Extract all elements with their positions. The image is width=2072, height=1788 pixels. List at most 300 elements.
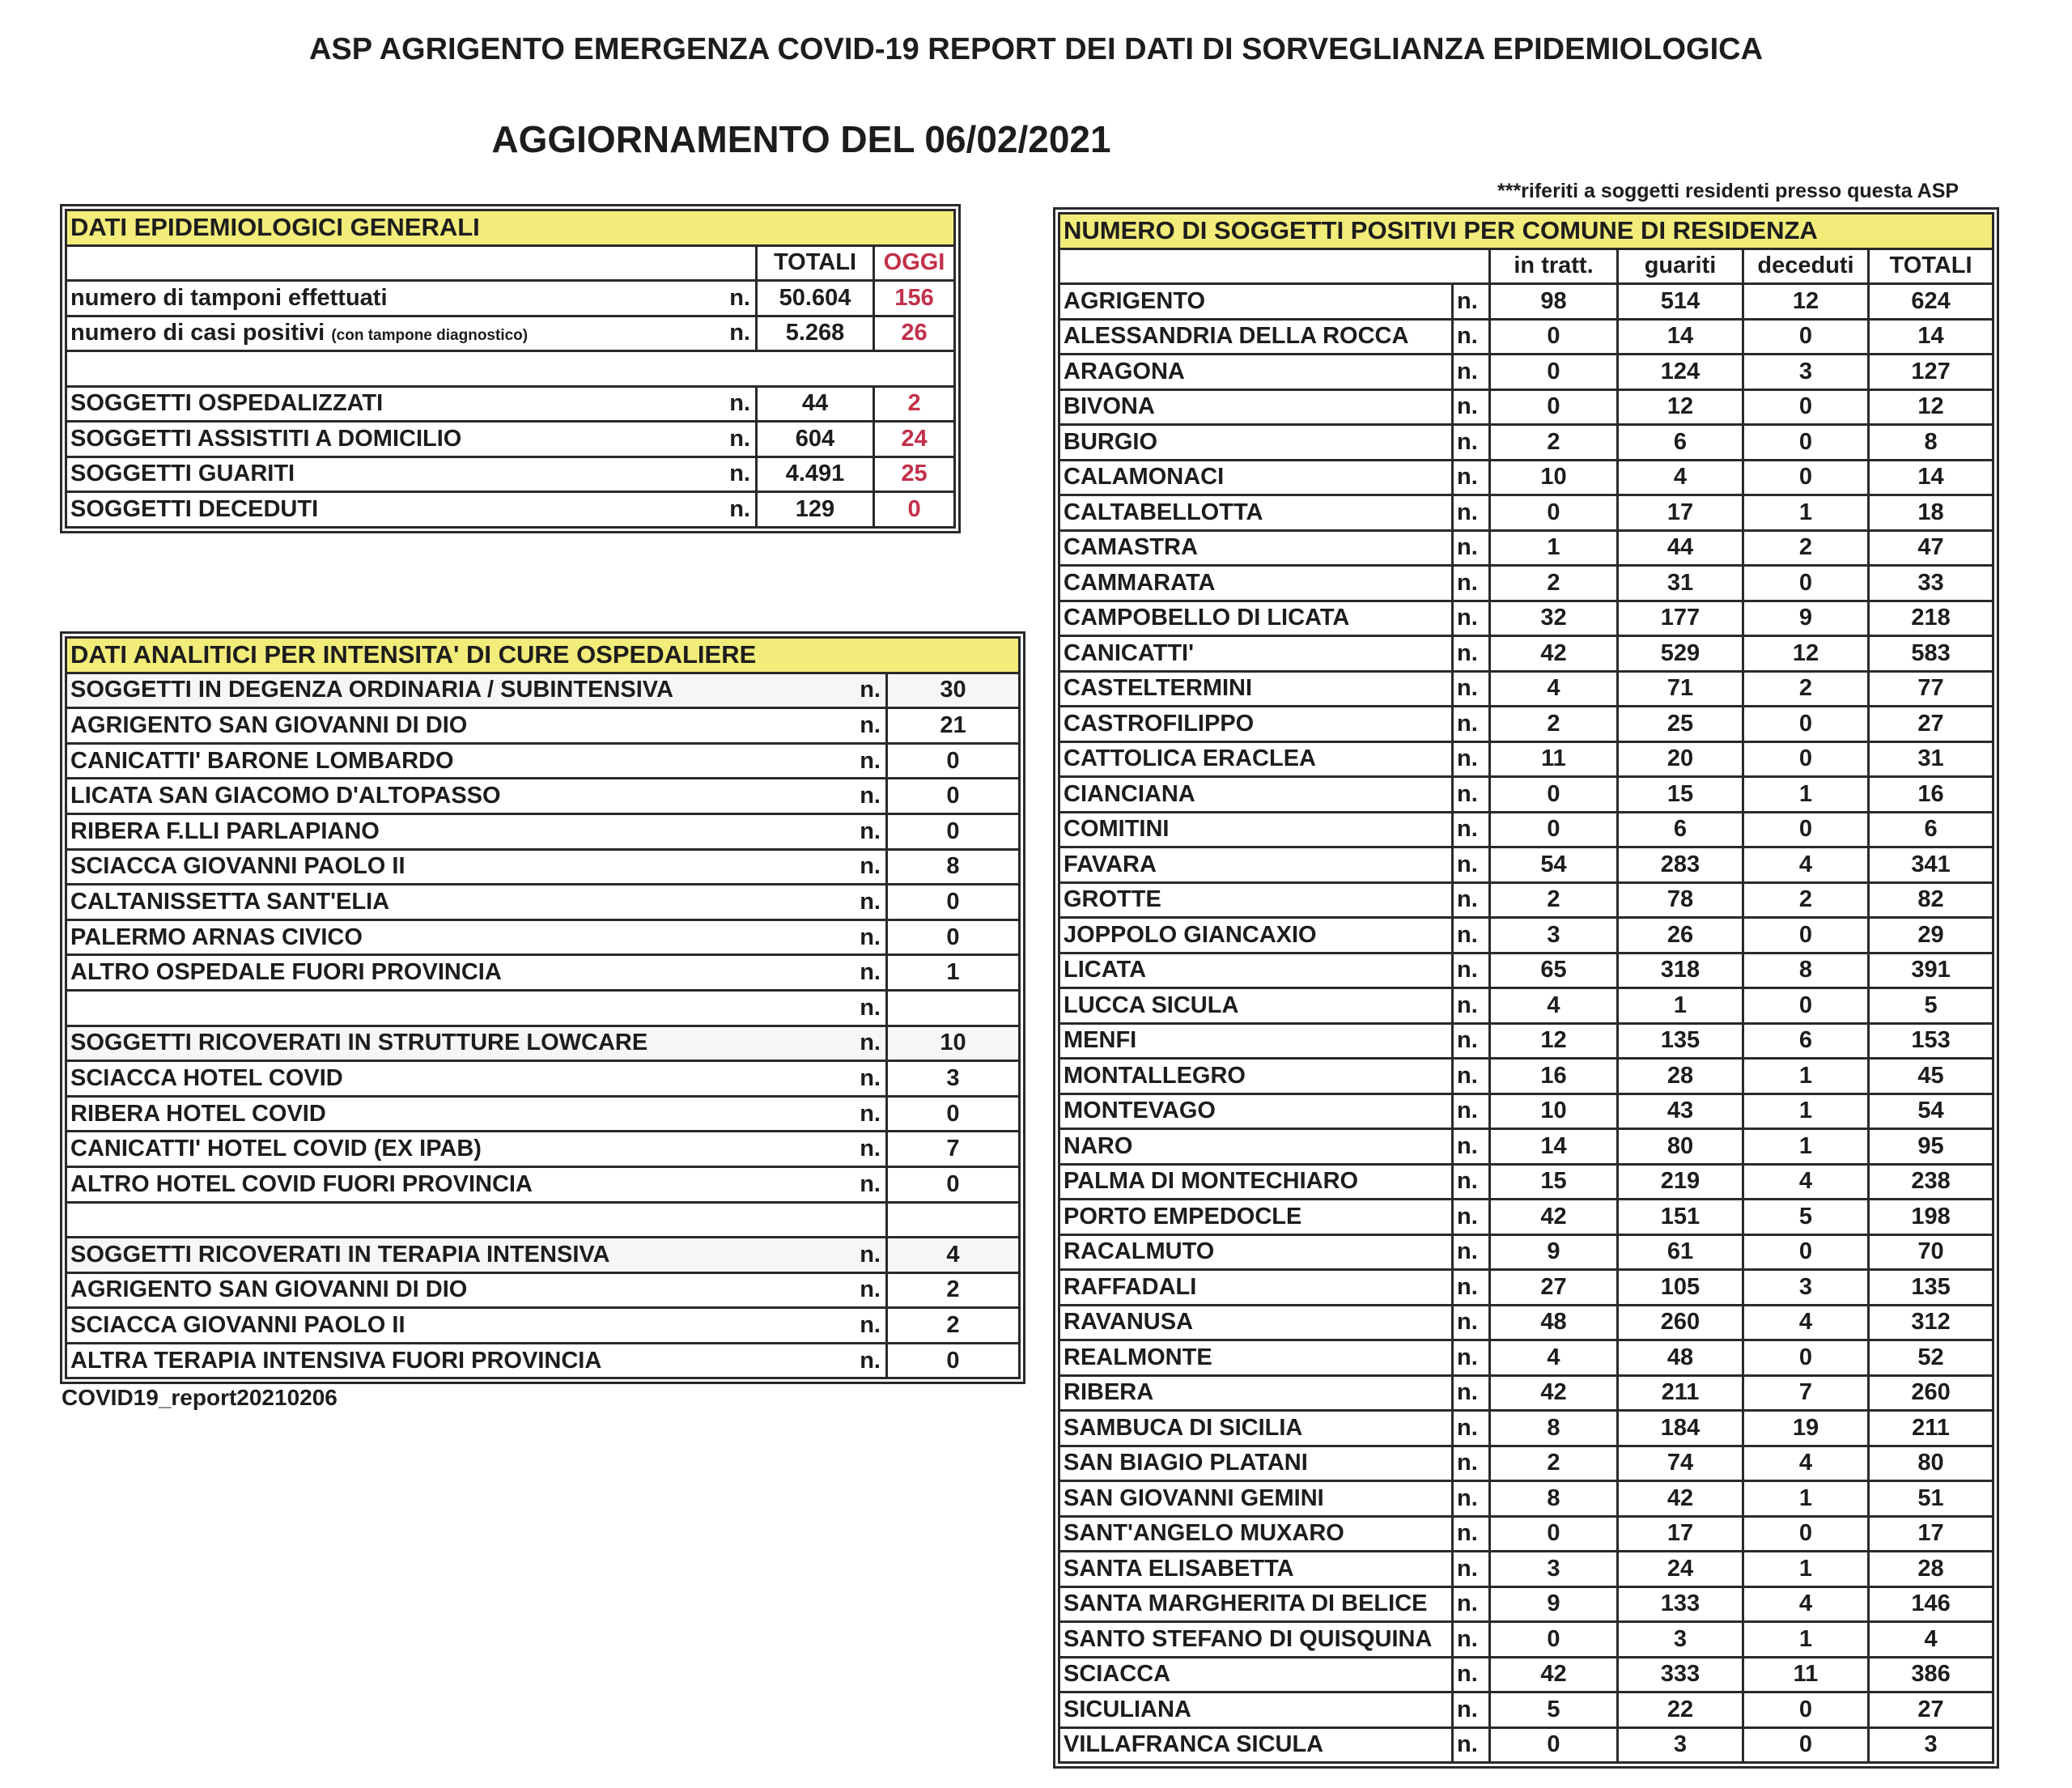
unit-label: n.: [1453, 882, 1490, 918]
table-row: [1059, 1727, 1993, 1763]
municipality-table-title: NUMERO DI SOGGETTI POSITIVI PER COMUNE DI RESIDENZA: [1059, 214, 1993, 249]
unit-label: n.: [1453, 530, 1490, 566]
table-row: [1059, 1552, 1993, 1587]
table-row: [1059, 847, 1993, 883]
unit-label: n.: [1453, 1657, 1490, 1692]
table-row: [1059, 882, 1993, 918]
value-deceduti: 7: [1743, 1375, 1869, 1411]
table-row: [1059, 355, 1993, 390]
value-in-tratt: 4: [1490, 988, 1618, 1024]
value-totali: 44: [757, 386, 874, 422]
value-deceduti: 3: [1743, 355, 1869, 390]
municipality-name: CATTOLICA ERACLEA: [1059, 741, 1453, 777]
municipality-name: CIANCIANA: [1059, 777, 1453, 813]
table-row: [66, 708, 1020, 744]
table-row: [1059, 1023, 1993, 1059]
value-guariti: 31: [1618, 566, 1743, 601]
unit-label: n.: [817, 1132, 887, 1167]
unit-label: n.: [1453, 1411, 1490, 1446]
value-deceduti: 1: [1743, 777, 1869, 813]
value-guariti: 15: [1618, 777, 1743, 813]
value-in-tratt: 12: [1490, 1023, 1618, 1059]
table-row: [66, 743, 1020, 779]
municipality-name: LICATA: [1059, 953, 1453, 988]
value-deceduti: 12: [1743, 636, 1869, 672]
unit-label: n.: [1453, 284, 1490, 320]
row-label: [66, 457, 695, 492]
unit-label: n.: [817, 885, 887, 920]
row-value: 0: [887, 1096, 1020, 1132]
value-totali: 50.604: [757, 281, 874, 316]
row-value: [887, 990, 1020, 1026]
value-guariti: 17: [1618, 495, 1743, 531]
unit-label: n.: [1453, 1727, 1490, 1763]
value-in-tratt: 5: [1490, 1692, 1618, 1728]
table-row: [1059, 1340, 1993, 1376]
unit-label: n.: [817, 1061, 887, 1097]
value-guariti: 24: [1618, 1552, 1743, 1587]
unit-label: n.: [1453, 1059, 1490, 1094]
unit-label: n.: [1453, 495, 1490, 531]
value-deceduti: 11: [1743, 1657, 1869, 1692]
value-deceduti: 0: [1743, 460, 1869, 495]
municipality-name: JOPPOLO GIANCAXIO: [1059, 918, 1453, 953]
municipality-name: GROTTE: [1059, 882, 1453, 918]
unit-label: n.: [1453, 1129, 1490, 1165]
value-totali: 583: [1869, 636, 1993, 672]
unit-label: n.: [817, 779, 887, 814]
value-totali: 312: [1869, 1305, 1993, 1340]
unit-label: n.: [695, 316, 757, 351]
value-totali: 5: [1869, 988, 1993, 1024]
municipality-name: ALESSANDRIA DELLA ROCCA: [1059, 319, 1453, 355]
row-label: [66, 316, 695, 351]
value-totali: 624: [1869, 284, 1993, 320]
col-header-totali: TOTALI: [757, 245, 874, 281]
row-value: 7: [887, 1132, 1020, 1167]
value-guariti: 333: [1618, 1657, 1743, 1692]
row-label: SCIACCA GIOVANNI PAOLO II: [66, 849, 817, 885]
value-guariti: 14: [1618, 319, 1743, 355]
value-guariti: 6: [1618, 812, 1743, 847]
value-deceduti: 9: [1743, 601, 1869, 636]
value-guariti: 71: [1618, 671, 1743, 707]
value-in-tratt: 0: [1490, 319, 1618, 355]
analytic-table-title: DATI ANALITICI PER INTENSITA' DI CURE OSPEDALIERE: [66, 638, 1020, 673]
unit-label: n.: [817, 1026, 887, 1061]
table-row: [1059, 319, 1993, 355]
table-row: [66, 849, 1020, 885]
value-guariti: 17: [1618, 1516, 1743, 1552]
row-value: 21: [887, 708, 1020, 744]
row-label: RIBERA F.LLI PARLAPIANO: [66, 813, 817, 849]
municipality-name: PORTO EMPEDOCLE: [1059, 1200, 1453, 1235]
municipality-name: REALMONTE: [1059, 1340, 1453, 1376]
report-date-title: AGGIORNAMENTO DEL 06/02/2021: [491, 118, 1111, 160]
value-guariti: 151: [1618, 1200, 1743, 1235]
value-totali: 4: [1869, 1622, 1993, 1658]
municipality-header-blank: [1059, 248, 1490, 284]
row-label: LICATA SAN GIACOMO D'ALTOPASSO: [66, 779, 817, 814]
value-guariti: 20: [1618, 741, 1743, 777]
row-value: 0: [887, 779, 1020, 814]
row-value: 0: [887, 743, 1020, 779]
row-label-text: SOGGETTI OSPEDALIZZATI: [70, 390, 384, 417]
value-in-tratt: 98: [1490, 284, 1618, 320]
municipality-name: CANICATTI': [1059, 636, 1453, 672]
row-value: 2: [887, 1272, 1020, 1308]
value-in-tratt: 0: [1490, 389, 1618, 425]
report-title: ASP AGRIGENTO EMERGENZA COVID-19 REPORT DEI DATI DI SORVEGLIANZA EPIDEMIOLOGICA: [308, 32, 1764, 66]
value-in-tratt: 11: [1490, 741, 1618, 777]
value-totali: 341: [1869, 847, 1993, 883]
value-totali: 386: [1869, 1657, 1993, 1692]
col-header-in-tratt: in tratt.: [1490, 248, 1618, 284]
value-in-tratt: 42: [1490, 1657, 1618, 1692]
table-row: [1059, 953, 1993, 988]
municipality-name: SCIACCA: [1059, 1657, 1453, 1692]
value-deceduti: 2: [1743, 530, 1869, 566]
table-row: [1059, 425, 1993, 461]
table-row: [1059, 988, 1993, 1024]
municipality-name: CALAMONACI: [1059, 460, 1453, 495]
value-deceduti: 8: [1743, 953, 1869, 988]
value-totali: 5.268: [757, 316, 874, 351]
value-guariti: 3: [1618, 1727, 1743, 1763]
value-in-tratt: 27: [1490, 1270, 1618, 1306]
value-in-tratt: 0: [1490, 812, 1618, 847]
value-guariti: 124: [1618, 355, 1743, 390]
municipality-name: SICULIANA: [1059, 1692, 1453, 1728]
value-deceduti: 4: [1743, 1586, 1869, 1622]
value-deceduti: 0: [1743, 812, 1869, 847]
table-row: [1059, 566, 1993, 601]
value-in-tratt: 0: [1490, 355, 1618, 390]
table-row: [1059, 1516, 1993, 1552]
row-label: ALTRO HOTEL COVID FUORI PROVINCIA: [66, 1166, 817, 1202]
municipality-name: CALTABELLOTTA: [1059, 495, 1453, 531]
value-guariti: 514: [1618, 284, 1743, 320]
value-totali: 14: [1869, 319, 1993, 355]
unit-label: n.: [817, 849, 887, 885]
unit-label: n.: [695, 492, 757, 528]
value-guariti: 78: [1618, 882, 1743, 918]
value-guariti: 135: [1618, 1023, 1743, 1059]
row-label-text: numero di tamponi effettuati: [70, 284, 388, 311]
value-guariti: 22: [1618, 1692, 1743, 1728]
row-label: AGRIGENTO SAN GIOVANNI DI DIO: [66, 708, 817, 744]
value-totali: 33: [1869, 566, 1993, 601]
municipality-name: COMITINI: [1059, 812, 1453, 847]
unit-label: n.: [1453, 847, 1490, 883]
value-in-tratt: 3: [1490, 918, 1618, 953]
table-row: [1059, 707, 1993, 742]
table-row: [1059, 460, 1993, 495]
unit-label: n.: [1453, 777, 1490, 813]
table-row: [1059, 1622, 1993, 1658]
value-totali: 135: [1869, 1270, 1993, 1306]
unit-label: n.: [817, 1238, 887, 1273]
value-guariti: 133: [1618, 1586, 1743, 1622]
value-deceduti: 0: [1743, 988, 1869, 1024]
value-totali: 45: [1869, 1059, 1993, 1094]
table-row: [1059, 741, 1993, 777]
value-oggi: 0: [874, 492, 955, 528]
value-in-tratt: 10: [1490, 1094, 1618, 1129]
row-label: [66, 281, 695, 316]
municipality-name: ARAGONA: [1059, 355, 1453, 390]
municipality-name: RAFFADALI: [1059, 1270, 1453, 1306]
value-deceduti: 1: [1743, 1552, 1869, 1587]
value-totali: 27: [1869, 1692, 1993, 1728]
value-in-tratt: 4: [1490, 671, 1618, 707]
value-deceduti: 0: [1743, 1340, 1869, 1376]
unit-label: n.: [1453, 601, 1490, 636]
general-data-table: [65, 209, 956, 529]
hospital-analytic-table: [65, 636, 1021, 1379]
value-guariti: 26: [1618, 918, 1743, 953]
table-row: [1059, 1375, 1993, 1411]
value-totali: 31: [1869, 741, 1993, 777]
value-totali: 238: [1869, 1164, 1993, 1200]
unit-label: n.: [695, 457, 757, 492]
row-value: 8: [887, 849, 1020, 885]
value-in-tratt: 54: [1490, 847, 1618, 883]
unit-label: n.: [695, 386, 757, 422]
municipality-name: VILLAFRANCA SICULA: [1059, 1727, 1453, 1763]
value-guariti: 43: [1618, 1094, 1743, 1129]
municipality-name: LUCCA SICULA: [1059, 988, 1453, 1024]
row-label: ALTRA TERAPIA INTENSIVA FUORI PROVINCIA: [66, 1343, 817, 1378]
unit-label: n.: [817, 743, 887, 779]
row-label: [66, 1202, 817, 1238]
municipality-name: CAMMARATA: [1059, 566, 1453, 601]
value-guariti: 177: [1618, 601, 1743, 636]
table-row: [1059, 777, 1993, 813]
unit-label: n.: [1453, 988, 1490, 1024]
value-guariti: 25: [1618, 707, 1743, 742]
value-totali: 12: [1869, 389, 1993, 425]
value-guariti: 61: [1618, 1234, 1743, 1270]
table-row: [1059, 530, 1993, 566]
unit-label: n.: [1453, 953, 1490, 988]
municipality-name: NARO: [1059, 1129, 1453, 1165]
unit-label: n.: [1453, 1094, 1490, 1129]
value-totali: 95: [1869, 1129, 1993, 1165]
unit-label: n.: [1453, 1481, 1490, 1517]
value-in-tratt: 0: [1490, 1727, 1618, 1763]
value-totali: 52: [1869, 1340, 1993, 1376]
value-deceduti: 0: [1743, 319, 1869, 355]
unit-label: n.: [1453, 918, 1490, 953]
row-value: 3: [887, 1061, 1020, 1097]
unit-label: n.: [817, 990, 887, 1026]
value-totali: 218: [1869, 601, 1993, 636]
value-guariti: 74: [1618, 1446, 1743, 1481]
unit-label: n.: [1453, 1516, 1490, 1552]
value-oggi: 24: [874, 422, 955, 457]
value-guariti: 6: [1618, 425, 1743, 461]
row-value: 1: [887, 955, 1020, 991]
value-in-tratt: 1: [1490, 530, 1618, 566]
unit-label: n.: [817, 1308, 887, 1344]
value-deceduti: 0: [1743, 1234, 1869, 1270]
table-row: [1059, 1446, 1993, 1481]
unit-label: n.: [1453, 812, 1490, 847]
table-row: [1059, 1270, 1993, 1306]
value-totali: 211: [1869, 1411, 1993, 1446]
table-row: [1059, 495, 1993, 531]
value-deceduti: 0: [1743, 918, 1869, 953]
table-row: [66, 779, 1020, 814]
residents-note: ***riferiti a soggetti residenti presso questa ASP: [1497, 180, 1959, 202]
unit-label: n.: [1453, 425, 1490, 461]
value-in-tratt: 8: [1490, 1411, 1618, 1446]
col-header-totali: TOTALI: [1869, 248, 1993, 284]
unit-label: n.: [1453, 1023, 1490, 1059]
section-row: [66, 673, 1020, 708]
value-deceduti: 4: [1743, 1305, 1869, 1340]
value-in-tratt: 32: [1490, 601, 1618, 636]
value-totali: 6: [1869, 812, 1993, 847]
table-row: [1059, 812, 1993, 847]
value-in-tratt: 14: [1490, 1129, 1618, 1165]
value-guariti: 260: [1618, 1305, 1743, 1340]
value-deceduti: 0: [1743, 741, 1869, 777]
value-oggi: 25: [874, 457, 955, 492]
unit-label: n.: [1453, 1305, 1490, 1340]
unit-label: n.: [817, 1272, 887, 1308]
value-totali: 82: [1869, 882, 1993, 918]
value-guariti: 42: [1618, 1481, 1743, 1517]
row-label: CANICATTI' BARONE LOMBARDO: [66, 743, 817, 779]
municipality-name: CAMPOBELLO DI LICATA: [1059, 601, 1453, 636]
value-in-tratt: 2: [1490, 707, 1618, 742]
value-in-tratt: 42: [1490, 1200, 1618, 1235]
row-label: SCIACCA HOTEL COVID: [66, 1061, 817, 1097]
unit-label: n.: [1453, 671, 1490, 707]
value-in-tratt: 2: [1490, 882, 1618, 918]
value-deceduti: 0: [1743, 389, 1869, 425]
row-label: SOGGETTI RICOVERATI IN STRUTTURE LOWCARE: [66, 1026, 817, 1061]
table-row: [66, 457, 955, 492]
municipality-name: RIBERA: [1059, 1375, 1453, 1411]
row-value: 0: [887, 1343, 1020, 1378]
value-in-tratt: 4: [1490, 1340, 1618, 1376]
value-deceduti: 1: [1743, 1622, 1869, 1658]
unit-label: n.: [817, 708, 887, 744]
table-row: [66, 919, 1020, 955]
table-row: [1059, 1586, 1993, 1622]
value-in-tratt: 0: [1490, 495, 1618, 531]
value-in-tratt: 8: [1490, 1481, 1618, 1517]
table-row: [66, 351, 955, 387]
municipality-name: SANT'ANGELO MUXARO: [1059, 1516, 1453, 1552]
value-in-tratt: 16: [1490, 1059, 1618, 1094]
value-in-tratt: 9: [1490, 1586, 1618, 1622]
municipality-table: [1058, 212, 1994, 1764]
municipality-name: CASTROFILIPPO: [1059, 707, 1453, 742]
table-row: [1059, 671, 1993, 707]
value-deceduti: 1: [1743, 1059, 1869, 1094]
unit-label: n.: [817, 1096, 887, 1132]
value-guariti: 4: [1618, 460, 1743, 495]
value-in-tratt: 42: [1490, 1375, 1618, 1411]
unit-label: n.: [1453, 1375, 1490, 1411]
unit-label: n.: [1453, 389, 1490, 425]
value-deceduti: 1: [1743, 1481, 1869, 1517]
row-label: CALTANISSETTA SANT'ELIA: [66, 885, 817, 920]
value-in-tratt: 0: [1490, 1516, 1618, 1552]
value-guariti: 48: [1618, 1340, 1743, 1376]
municipality-name: SAN GIOVANNI GEMINI: [1059, 1481, 1453, 1517]
table-row: [1059, 1657, 1993, 1692]
col-header-guariti: guariti: [1618, 248, 1743, 284]
value-deceduti: 2: [1743, 671, 1869, 707]
row-label: ALTRO OSPEDALE FUORI PROVINCIA: [66, 955, 817, 991]
table-row: [66, 885, 1020, 920]
unit-label: n.: [1453, 460, 1490, 495]
row-label-note: (con tampone diagnostico): [331, 327, 529, 345]
value-deceduti: 0: [1743, 566, 1869, 601]
table-row: [66, 1202, 1020, 1238]
row-value: 10: [887, 1026, 1020, 1061]
value-deceduti: 1: [1743, 495, 1869, 531]
municipality-name: SAMBUCA DI SICILIA: [1059, 1411, 1453, 1446]
value-deceduti: 5: [1743, 1200, 1869, 1235]
value-totali: 16: [1869, 777, 1993, 813]
row-value: 4: [887, 1238, 1020, 1273]
municipality-name: PALMA DI MONTECHIARO: [1059, 1164, 1453, 1200]
value-deceduti: 3: [1743, 1270, 1869, 1306]
value-in-tratt: 15: [1490, 1164, 1618, 1200]
row-label-text: numero di casi positivi: [70, 320, 332, 346]
value-totali: 28: [1869, 1552, 1993, 1587]
value-deceduti: 0: [1743, 425, 1869, 461]
value-totali: 54: [1869, 1094, 1993, 1129]
row-label: [66, 386, 695, 422]
value-oggi: 2: [874, 386, 955, 422]
unit-label: n.: [817, 1166, 887, 1202]
value-totali: 391: [1869, 953, 1993, 988]
table-row: [1059, 1094, 1993, 1129]
table-row: [1059, 1692, 1993, 1728]
municipality-name: FAVARA: [1059, 847, 1453, 883]
unit-label: n.: [1453, 636, 1490, 672]
row-label: SCIACCA GIOVANNI PAOLO II: [66, 1308, 817, 1344]
general-header-blank: [66, 245, 757, 281]
table-row: [66, 1343, 1020, 1378]
table-row: [1059, 601, 1993, 636]
value-totali: 129: [757, 492, 874, 528]
row-value: 30: [887, 673, 1020, 708]
value-totali: 14: [1869, 460, 1993, 495]
municipality-name: RAVANUSA: [1059, 1305, 1453, 1340]
value-totali: 80: [1869, 1446, 1993, 1481]
unit-label: n.: [1453, 1586, 1490, 1622]
value-totali: 146: [1869, 1586, 1993, 1622]
unit-label: n.: [1453, 355, 1490, 390]
table-row: [66, 386, 955, 422]
row-label: [66, 422, 695, 457]
table-row: [1059, 1129, 1993, 1165]
value-guariti: 318: [1618, 953, 1743, 988]
table-row: [66, 1096, 1020, 1132]
municipality-name: BIVONA: [1059, 389, 1453, 425]
unit-label: n.: [817, 1343, 887, 1378]
table-row: [66, 1272, 1020, 1308]
row-label: [66, 492, 695, 528]
